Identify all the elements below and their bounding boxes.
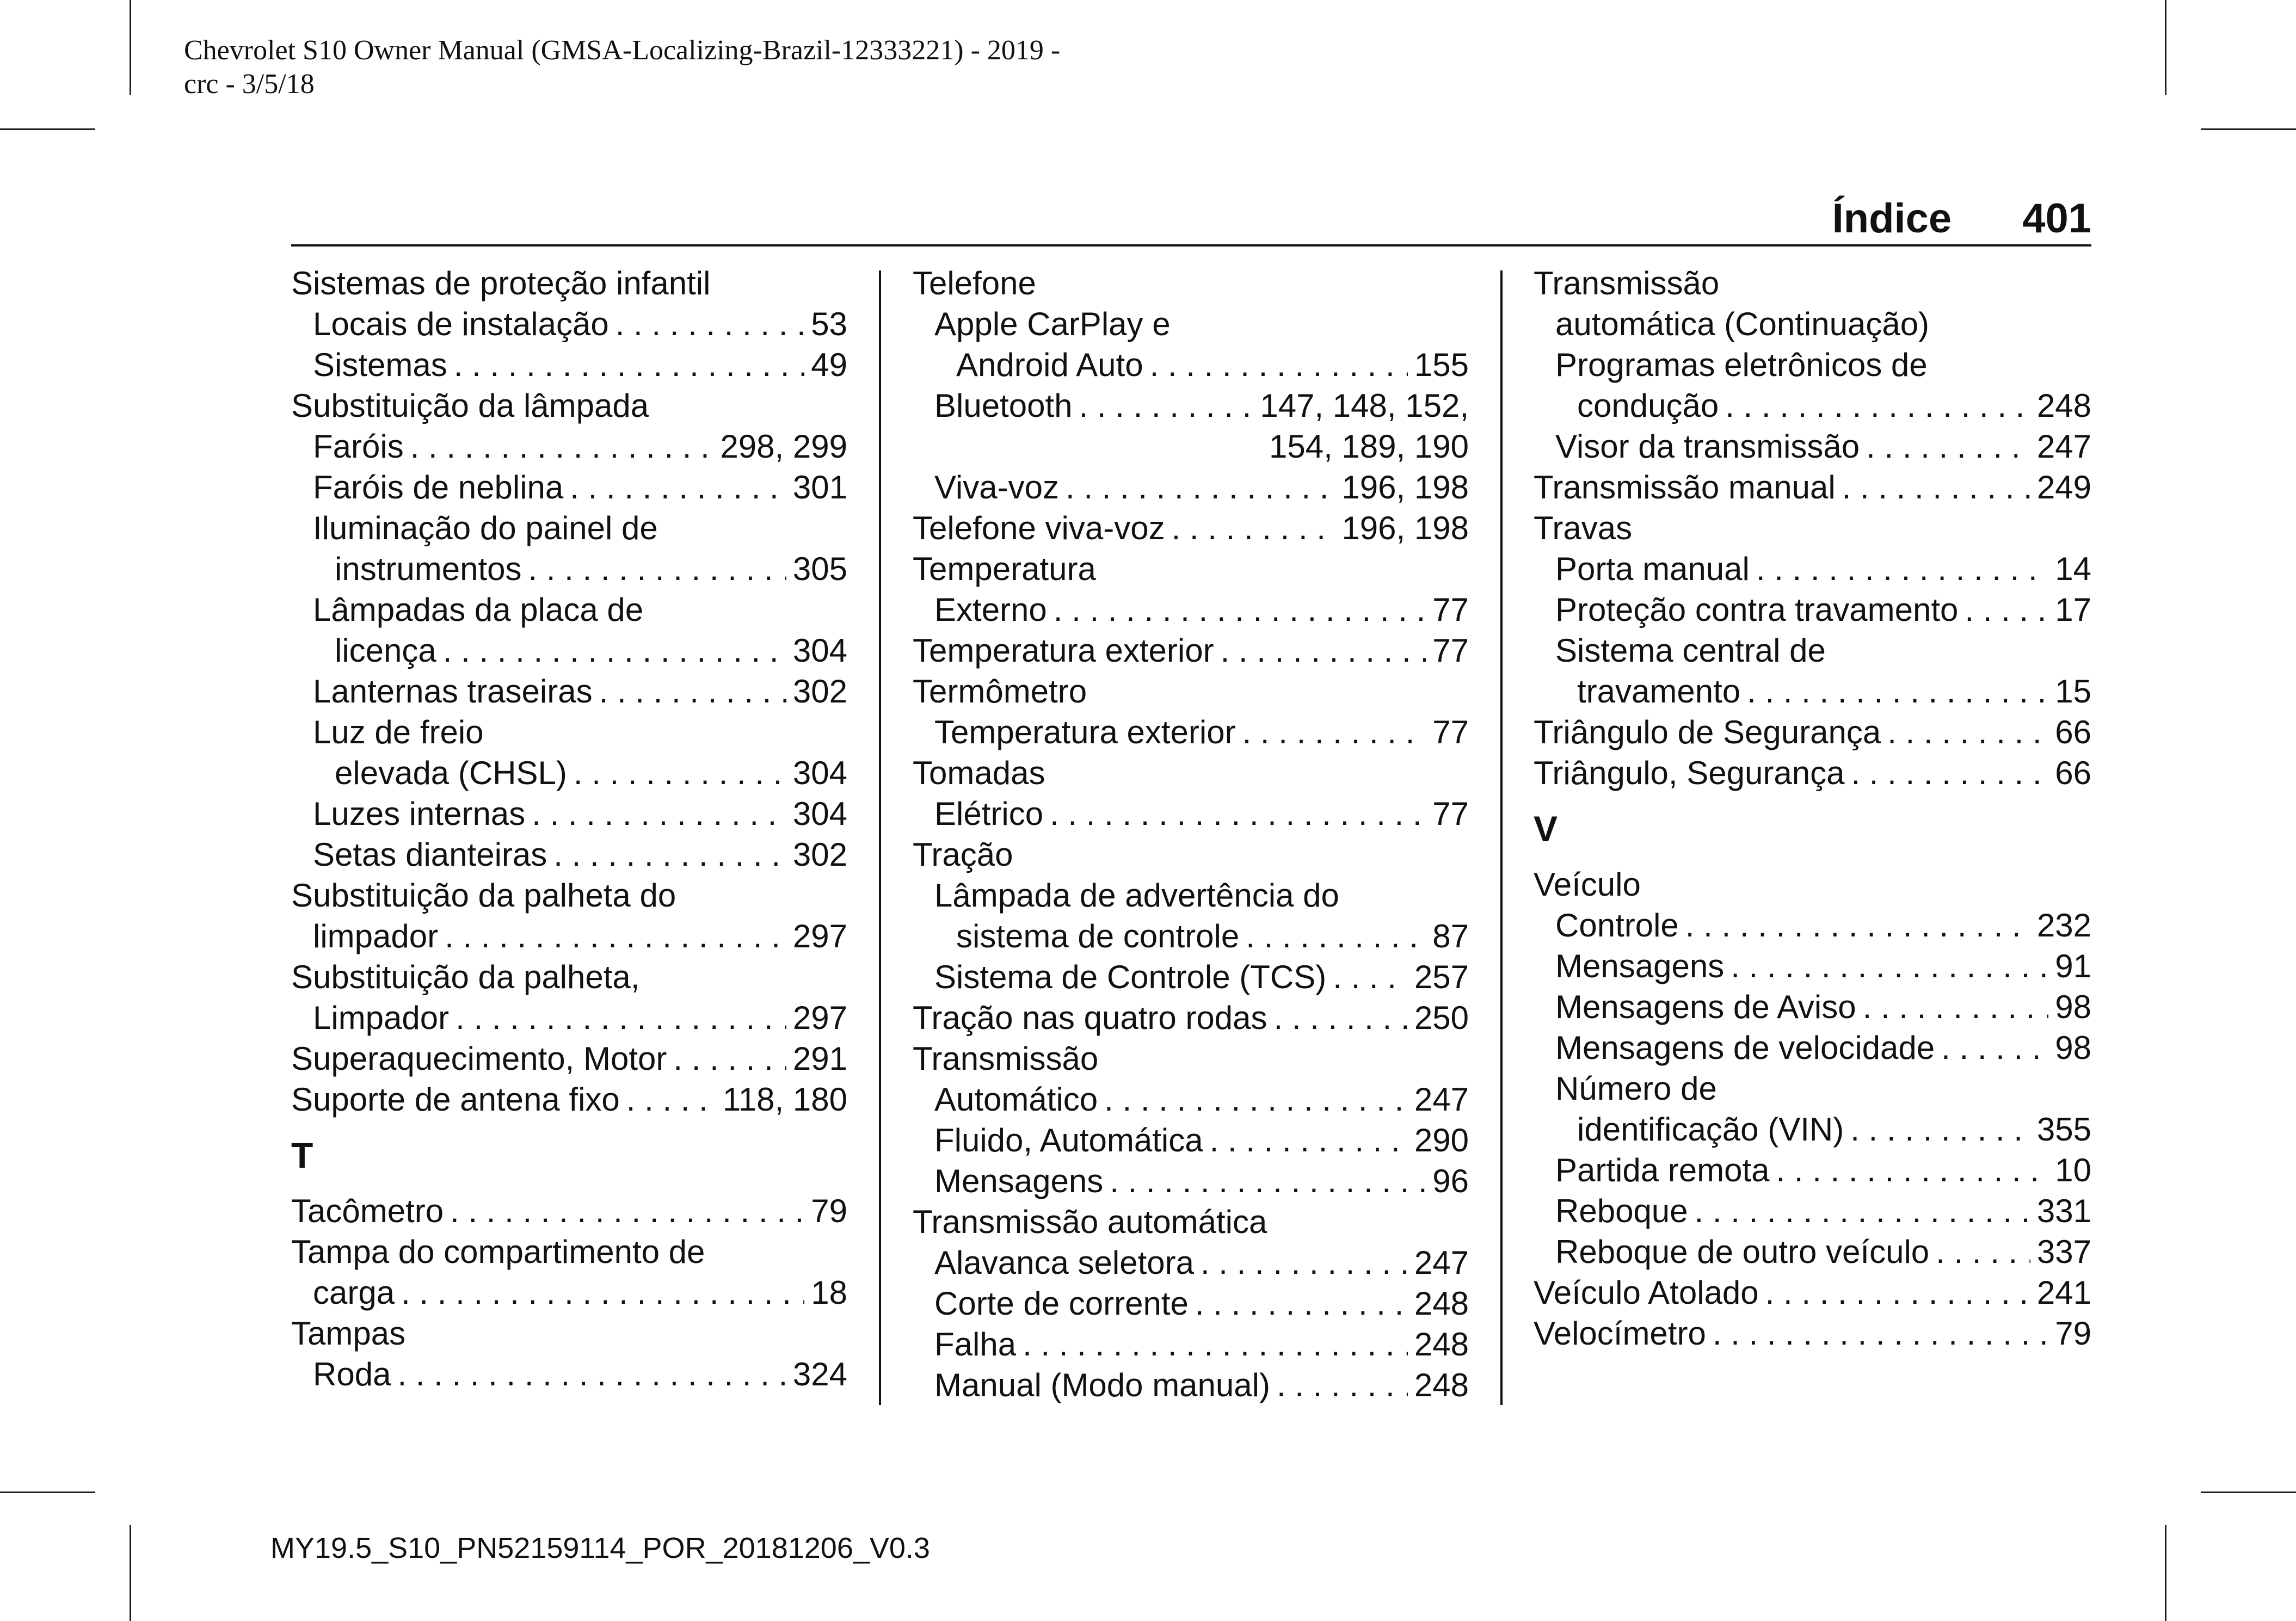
- crop-mark-bottom-right: [2165, 1525, 2166, 1621]
- dot-leader: [1747, 671, 2048, 712]
- index-entry: [913, 467, 1469, 508]
- dot-leader: [1110, 1161, 1426, 1201]
- index-entry-page: 248: [1414, 1367, 1469, 1403]
- index-entry-term: Temperatura: [913, 551, 1096, 587]
- dot-leader: [1172, 508, 1335, 548]
- index-entry-term: instrumentos: [335, 551, 522, 587]
- dot-leader: [1054, 589, 1426, 630]
- index-entry-page: 10: [2055, 1152, 2091, 1188]
- index-entry-page: 154, 189, 190: [1269, 428, 1469, 465]
- index-entry: [913, 304, 1469, 344]
- index-entry-term: carga: [313, 1274, 395, 1311]
- index-entry: [913, 997, 1469, 1038]
- index-entry-term: Reboque: [1555, 1193, 1688, 1229]
- index-entry: [1534, 385, 2091, 426]
- index-entry-term: Apple CarPlay e: [934, 306, 1171, 342]
- index-entry-page: 337: [2036, 1234, 2091, 1270]
- print-header-line-2: crc - 3/5/18: [184, 69, 315, 100]
- index-entry: [1534, 1313, 2091, 1354]
- index-entry: [913, 712, 1469, 753]
- column-divider-1: [879, 270, 881, 1405]
- index-entry-term: Lâmpadas da placa de: [313, 591, 644, 628]
- dot-leader: [1066, 467, 1335, 508]
- index-entry-term: Transmissão: [1534, 265, 1720, 301]
- index-entry-term: Manual (Modo manual): [934, 1367, 1270, 1403]
- index-entry-term: Luzes internas: [313, 796, 526, 832]
- dot-leader: [1079, 385, 1254, 426]
- index-entry-term: Corte de corrente: [934, 1285, 1189, 1322]
- index-entry-page: 53: [811, 306, 847, 342]
- index-entry-term: Controle: [1555, 907, 1679, 944]
- index-entry-term: Número de: [1555, 1070, 1717, 1107]
- index-entry-term: Luz de freio: [313, 714, 484, 750]
- index-entry-term: Iluminação do painel de: [313, 510, 658, 546]
- index-entry-page: 250: [1414, 1000, 1469, 1036]
- index-entry: [291, 1231, 847, 1272]
- dot-leader: [1851, 753, 2048, 793]
- index-entry: [913, 1120, 1469, 1161]
- index-entry-page: 248: [1414, 1326, 1469, 1363]
- index-entry: [291, 671, 847, 712]
- index-entry-term: Sistema central de: [1555, 632, 1826, 669]
- index-entry-page: 248: [1414, 1285, 1469, 1322]
- index-entry-page: 196, 198: [1341, 510, 1469, 546]
- index-entry: [1534, 1109, 2091, 1150]
- index-entry: [913, 1365, 1469, 1406]
- dot-leader: [532, 793, 786, 834]
- dot-leader: [1242, 712, 1426, 753]
- index-entry-term: licença: [335, 632, 436, 669]
- index-entry: [1534, 426, 2091, 467]
- index-entry-term: Tacômetro: [291, 1193, 444, 1229]
- index-entry: [291, 1272, 847, 1313]
- index-letter-heading: V: [1534, 809, 1558, 849]
- index-entry-page: 155: [1414, 347, 1469, 383]
- index-entry-term: Transmissão manual: [1534, 469, 1836, 506]
- dot-leader: [1863, 987, 2049, 1027]
- index-entry: [913, 589, 1469, 630]
- crop-mark-left-lower: [0, 1491, 95, 1493]
- index-entry: [913, 426, 1469, 467]
- index-entry-page: 301: [792, 469, 847, 506]
- index-entry: [913, 753, 1469, 793]
- index-entry-term: Veículo Atolado: [1534, 1274, 1759, 1311]
- dot-leader: [553, 834, 786, 875]
- crop-mark-left-upper: [0, 128, 95, 130]
- index-entry-page: 247: [1414, 1244, 1469, 1281]
- index-entry: [1534, 1272, 2091, 1313]
- dot-leader: [1277, 1365, 1408, 1406]
- index-entry: [913, 1324, 1469, 1365]
- dot-leader: [626, 1079, 716, 1120]
- index-entry-page: 77: [1432, 796, 1469, 832]
- index-entry-page: 66: [2055, 755, 2091, 791]
- index-entry-term: Substituição da palheta do: [291, 877, 676, 914]
- index-entry-term: identificação (VIN): [1577, 1111, 1844, 1148]
- dot-leader: [1765, 1272, 2030, 1313]
- index-entry-term: Tampa do compartimento de: [291, 1234, 705, 1270]
- index-entry-term: Mensagens de Aviso: [1555, 989, 1856, 1025]
- index-entry: [1534, 344, 2091, 385]
- crop-mark-top-left: [130, 0, 131, 95]
- index-entry-page: 14: [2055, 551, 2091, 587]
- print-header-line-1: Chevrolet S10 Owner Manual (GMSA-Localizing-Brazil-12333221) - 2019 -: [184, 35, 1061, 66]
- index-entry: [1534, 467, 2091, 508]
- index-entry: [913, 916, 1469, 957]
- dot-leader: [599, 671, 786, 712]
- index-entry: [291, 957, 847, 997]
- index-column-1: [291, 263, 847, 1395]
- index-entry: [291, 793, 847, 834]
- index-entry: [913, 1079, 1469, 1120]
- index-entry-term: Automático: [934, 1081, 1098, 1118]
- index-entry: [291, 1191, 847, 1231]
- index-entry: [291, 875, 847, 916]
- index-entry-page: 324: [792, 1356, 847, 1392]
- index-entry-term: Substituição da lâmpada: [291, 387, 649, 424]
- index-entry-term: Bluetooth: [934, 387, 1073, 424]
- dot-leader: [1842, 467, 2030, 508]
- index-entry: [291, 1038, 847, 1079]
- index-entry-term: Triângulo de Segurança: [1534, 714, 1881, 750]
- index-entry-term: Tração: [913, 836, 1013, 873]
- index-entry: [291, 467, 847, 508]
- index-entry: [913, 508, 1469, 548]
- index-entry: [291, 1354, 847, 1395]
- index-entry-term: Transmissão: [913, 1040, 1099, 1077]
- index-entry: [913, 385, 1469, 426]
- index-entry-term: Partida remota: [1555, 1152, 1770, 1188]
- index-entry: [291, 426, 847, 467]
- index-entry: [913, 1038, 1469, 1079]
- index-entry: [1534, 589, 2091, 630]
- index-entry: [1534, 987, 2091, 1027]
- index-entry-term: Faróis de neblina: [313, 469, 564, 506]
- index-entry-term: Externo: [934, 591, 1047, 628]
- dot-leader: [1050, 793, 1426, 834]
- dot-leader: [1104, 1079, 1408, 1120]
- index-entry: [291, 753, 847, 793]
- index-entry-page: 248: [2036, 387, 2091, 424]
- dot-leader: [1936, 1231, 2030, 1272]
- dot-leader: [1756, 548, 2048, 589]
- index-entry: [291, 508, 847, 548]
- index-entry-page: 79: [2055, 1315, 2091, 1352]
- dot-leader: [1887, 712, 2048, 753]
- heading-rule: [291, 244, 2091, 246]
- dot-leader: [528, 548, 786, 589]
- index-entry: [1534, 712, 2091, 753]
- index-entry-page: 91: [2055, 948, 2091, 984]
- index-entry: [291, 263, 847, 304]
- index-entry-term: Android Auto: [956, 347, 1143, 383]
- index-entry: [1534, 1231, 2091, 1272]
- index-entry-page: 249: [2036, 469, 2091, 506]
- dot-leader: [455, 997, 786, 1038]
- index-entry-term: Velocímetro: [1534, 1315, 1706, 1352]
- index-entry-term: Telefone: [913, 265, 1036, 301]
- index-entry: [913, 1283, 1469, 1324]
- index-entry-term: Telefone viva-voz: [913, 510, 1165, 546]
- dot-leader: [1333, 957, 1408, 997]
- dot-leader: [410, 426, 714, 467]
- dot-leader: [1713, 1313, 2048, 1354]
- index-entry-term: Porta manual: [1555, 551, 1750, 587]
- dot-leader: [1201, 1242, 1408, 1283]
- dot-leader: [570, 467, 786, 508]
- index-entry-page: 355: [2036, 1111, 2091, 1148]
- index-entry: [1534, 1150, 2091, 1191]
- dot-leader: [1695, 1191, 2030, 1231]
- index-entry: [1534, 304, 2091, 344]
- index-entry: [1534, 753, 2091, 793]
- dot-leader: [1725, 385, 2030, 426]
- dot-leader: [1731, 946, 2048, 987]
- index-entry-term: Falha: [934, 1326, 1017, 1363]
- index-entry-term: Locais de instalação: [313, 306, 609, 342]
- index-entry-page: 147, 148, 152,: [1260, 387, 1469, 424]
- crop-mark-right-upper: [2201, 128, 2296, 130]
- page-title: Índice: [1832, 195, 1952, 242]
- index-entry-page: 247: [2036, 428, 2091, 465]
- index-entry-page: 232: [2036, 907, 2091, 944]
- document-id-footer: MY19.5_S10_PN52159114_POR_20181206_V0.3: [270, 1532, 930, 1564]
- index-entry-page: 257: [1414, 959, 1469, 995]
- index-entry-term: Substituição da palheta,: [291, 959, 640, 995]
- index-entry-page: 297: [792, 918, 847, 954]
- index-entry: [913, 1161, 1469, 1201]
- index-entry-term: Sistemas de proteção infantil: [291, 265, 711, 301]
- dot-leader: [443, 630, 786, 671]
- index-entry-page: 66: [2055, 714, 2091, 750]
- dot-leader: [1221, 630, 1426, 671]
- dot-leader: [1273, 997, 1407, 1038]
- index-entry-term: limpador: [313, 918, 439, 954]
- index-column-3: [1534, 263, 2091, 1354]
- index-entry-page: 302: [792, 673, 847, 710]
- dot-leader: [1965, 589, 2048, 630]
- index-entry-term: Roda: [313, 1356, 391, 1392]
- index-entry-term: Mensagens: [1555, 948, 1725, 984]
- index-entry-page: 297: [792, 1000, 847, 1036]
- index-entry: [1534, 671, 2091, 712]
- index-entry: [913, 263, 1469, 304]
- index-entry: [1534, 1027, 2091, 1068]
- index-entry-term: Travas: [1534, 510, 1633, 546]
- index-entry: [1534, 508, 2091, 548]
- index-entry-term: Tração nas quatro rodas: [913, 1000, 1267, 1036]
- index-entry: [291, 997, 847, 1038]
- index-entry: [291, 834, 847, 875]
- index-entry-term: Alavanca seletora: [934, 1244, 1194, 1281]
- index-entry-page: 302: [792, 836, 847, 873]
- page-number: 401: [2022, 195, 2091, 242]
- index-entry: [1534, 905, 2091, 946]
- index-entry-term: Mensagens de velocidade: [1555, 1030, 1935, 1066]
- index-entry-term: Termômetro: [913, 673, 1087, 710]
- dot-leader: [1866, 426, 2030, 467]
- index-entry-term: Sistema de Controle (TCS): [934, 959, 1327, 995]
- index-entry-term: Visor da transmissão: [1555, 428, 1860, 465]
- index-entry: [1534, 548, 2091, 589]
- index-column-2: [913, 263, 1469, 1406]
- index-entry-term: Suporte de antena fixo: [291, 1081, 620, 1118]
- index-entry-page: 87: [1432, 918, 1469, 954]
- index-entry-page: 305: [792, 551, 847, 587]
- index-entry-page: 18: [811, 1274, 847, 1311]
- dot-leader: [445, 916, 786, 957]
- dot-leader: [673, 1038, 786, 1079]
- index-entry-page: 98: [2055, 989, 2091, 1025]
- index-entry-page: 79: [811, 1193, 847, 1229]
- index-entry-term: Limpador: [313, 1000, 450, 1036]
- index-entry-term: Superaquecimento, Motor: [291, 1040, 667, 1077]
- index-entry-term: Viva-voz: [934, 469, 1059, 506]
- dot-leader: [1023, 1324, 1408, 1365]
- index-entry-term: Tomadas: [913, 755, 1045, 791]
- dot-leader: [1210, 1120, 1408, 1161]
- index-entry-page: 98: [2055, 1030, 2091, 1066]
- index-entry-term: Reboque de outro veículo: [1555, 1234, 1930, 1270]
- print-header-note: [184, 34, 1060, 101]
- index-entry-page: 96: [1432, 1163, 1469, 1199]
- index-entry-page: 15: [2055, 673, 2091, 710]
- index-entry: [1534, 1191, 2091, 1231]
- index-entry-page: 196, 198: [1341, 469, 1469, 506]
- index-entry-page: 304: [792, 632, 847, 669]
- index-entry: [291, 712, 847, 753]
- index-letter-heading: T: [291, 1135, 313, 1175]
- dot-leader: [574, 753, 786, 793]
- index-entry-term: Triângulo, Segurança: [1534, 755, 1845, 791]
- index-entry: [291, 916, 847, 957]
- dot-leader: [1246, 916, 1426, 957]
- dot-leader: [401, 1272, 804, 1313]
- index-entry: [913, 1201, 1469, 1242]
- dot-leader: [1195, 1283, 1408, 1324]
- index-entry-page: 77: [1432, 714, 1469, 750]
- index-entry-term: Transmissão automática: [913, 1204, 1267, 1240]
- index-entry-term: automática (Continuação): [1555, 306, 1930, 342]
- dot-leader: [397, 1354, 786, 1395]
- dot-leader: [1150, 344, 1408, 385]
- crop-mark-top-right: [2165, 0, 2166, 95]
- index-entry-term: Elétrico: [934, 796, 1044, 832]
- dot-leader: [1776, 1150, 2049, 1191]
- index-entry: [913, 834, 1469, 875]
- index-entry-page: 17: [2055, 591, 2091, 628]
- index-entry-page: 241: [2036, 1274, 2091, 1311]
- index-entry: [913, 548, 1469, 589]
- index-entry: [913, 671, 1469, 712]
- index-entry-page: 291: [792, 1040, 847, 1077]
- index-entry-term: Lâmpada de advertência do: [934, 877, 1339, 914]
- index-entry-page: 118, 180: [722, 1081, 847, 1118]
- index-entry-page: 77: [1432, 632, 1469, 669]
- index-entry: [291, 548, 847, 589]
- index-entry-term: Setas dianteiras: [313, 836, 547, 873]
- index-entry: [291, 385, 847, 426]
- column-divider-2: [1500, 270, 1503, 1405]
- dot-leader: [1685, 905, 2030, 946]
- index-entry-page: 247: [1414, 1081, 1469, 1118]
- index-entry-term: Programas eletrônicos de: [1555, 347, 1928, 383]
- index-entry-term: Veículo: [1534, 866, 1641, 903]
- index-entry-term: elevada (CHSL): [335, 755, 567, 791]
- index-entry: [291, 1313, 847, 1354]
- page-heading: [291, 196, 2091, 242]
- index-entry-page: 49: [811, 347, 847, 383]
- index-entry: [291, 344, 847, 385]
- crop-mark-right-lower: [2201, 1491, 2296, 1493]
- index-entry-term: travamento: [1577, 673, 1741, 710]
- index-entry: [291, 304, 847, 344]
- index-entry-term: Sistemas: [313, 347, 447, 383]
- index-entry: [913, 1242, 1469, 1283]
- index-entry: [1534, 946, 2091, 987]
- index-entry-term: Fluido, Automática: [934, 1122, 1203, 1158]
- index-entry: [913, 957, 1469, 997]
- index-entry: [291, 589, 847, 630]
- dot-leader: [1850, 1109, 2030, 1150]
- index-entry-page: 331: [2036, 1193, 2091, 1229]
- crop-mark-bottom-left: [130, 1525, 131, 1621]
- index-entry-page: 290: [1414, 1122, 1469, 1158]
- index-entry-term: Proteção contra travamento: [1555, 591, 1959, 628]
- index-entry: [913, 875, 1469, 916]
- index-entry-term: Tampas: [291, 1315, 406, 1352]
- index-entry-term: Lanternas traseiras: [313, 673, 593, 710]
- index-entry: [1534, 1068, 2091, 1109]
- index-entry-page: 298, 299: [720, 428, 847, 465]
- index-entry-page: 77: [1432, 591, 1469, 628]
- index-entry: [1534, 864, 2091, 905]
- index-entry: [291, 630, 847, 671]
- index-entry-term: Faróis: [313, 428, 404, 465]
- index-entry: [913, 344, 1469, 385]
- index-entry: [1534, 263, 2091, 304]
- index-entry: [913, 793, 1469, 834]
- index-entry-page: 304: [792, 796, 847, 832]
- dot-leader: [1941, 1027, 2048, 1068]
- dot-leader: [615, 304, 805, 344]
- index-entry: [913, 630, 1469, 671]
- index-entry-term: Mensagens: [934, 1163, 1104, 1199]
- index-entry: [1534, 630, 2091, 671]
- index-entry-term: sistema de controle: [956, 918, 1240, 954]
- index-entry-term: condução: [1577, 387, 1719, 424]
- dot-leader: [450, 1191, 804, 1231]
- index-entry-term: Temperatura exterior: [913, 632, 1214, 669]
- index-entry-page: 304: [792, 755, 847, 791]
- index-entry: [291, 1079, 847, 1120]
- index-entry-term: Temperatura exterior: [934, 714, 1236, 750]
- dot-leader: [454, 344, 805, 385]
